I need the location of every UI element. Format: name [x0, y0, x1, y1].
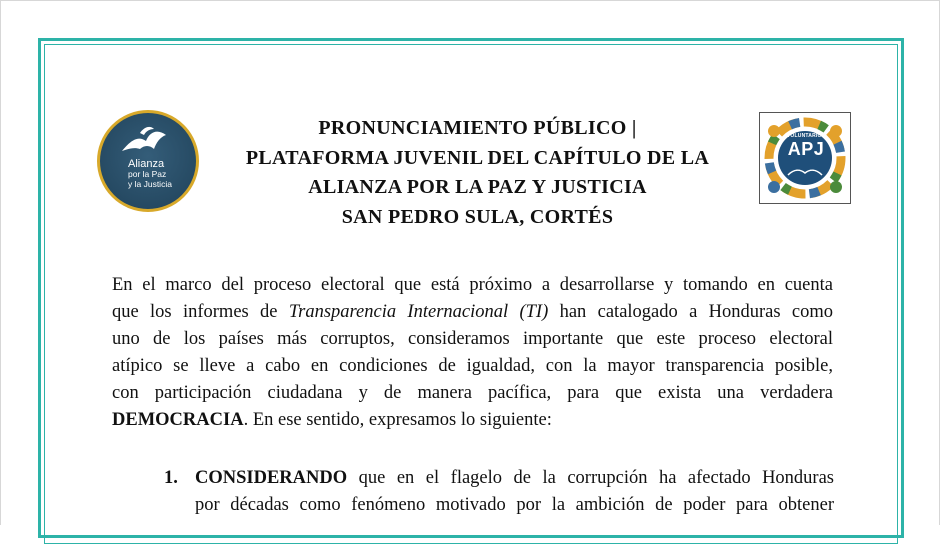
intro-line-6-bold: DEMOCRACIA [112, 410, 244, 430]
logo-left-line-2: por la Paz [128, 169, 167, 179]
list-item-line-1 [195, 465, 834, 492]
intro-line-2-italic: Transparencia Internacional (TI) [288, 302, 549, 322]
intro-line-6-rest: . En ese sentido, expresamos lo siguiente: [243, 410, 552, 430]
list-item-line-1-rest: que en el flagelo de la corrupción ha afectado Honduras [347, 468, 834, 488]
intro-line-4: atípico se lleve a cabo en condiciones de igualdad, con la mayor transparencia posible, [112, 356, 833, 376]
list-item-text [195, 465, 834, 519]
intro-line-3: uno de los países más corruptos, consideramos importante que este proceso electoral [112, 329, 833, 349]
alianza-por-la-paz-logo [97, 110, 199, 212]
logo-left-line-3: y la Justicia [128, 179, 172, 189]
title-line-3: ALIANZA POR LA PAZ Y JUSTICIA [308, 176, 647, 198]
logo-left-text [128, 159, 198, 189]
logo-right-small-text: VOLUNTARIOS [786, 133, 826, 139]
logo-right-big-text: APJ [787, 139, 825, 159]
intro-line-6 [112, 407, 833, 434]
title-line-4: SAN PEDRO SULA, CORTÉS [341, 205, 614, 228]
list-item-line-2: por décadas como fenómeno motivado por la ambición de poder para obtener [195, 495, 834, 515]
list-item-lead: CONSIDERANDO [195, 468, 348, 488]
logo-left-line-1: Alianza [128, 158, 165, 170]
voluntarios-apj-logo [759, 112, 851, 204]
title-line-1: PRONUNCIAMIENTO PÚBLICO | [318, 117, 637, 139]
intro-line-1: En el marco del proceso electoral que está próximo a desarrollarse y tomando en cuenta [112, 275, 833, 295]
intro-line-5: con participación ciudadana y de manera pacífica, para que exista una verdadera [112, 383, 833, 403]
intro-line-2 [112, 299, 833, 326]
intro-line-2-c: han catalogado a Honduras como [548, 302, 833, 322]
document-title [205, 114, 750, 232]
list-item-number: 1. [164, 468, 178, 488]
intro-line-2-a: que los informes de [112, 302, 289, 322]
title-line-2: PLATAFORMA JUVENIL DEL CAPÍTULO DE LA [245, 146, 710, 169]
intro-paragraph [112, 272, 833, 434]
